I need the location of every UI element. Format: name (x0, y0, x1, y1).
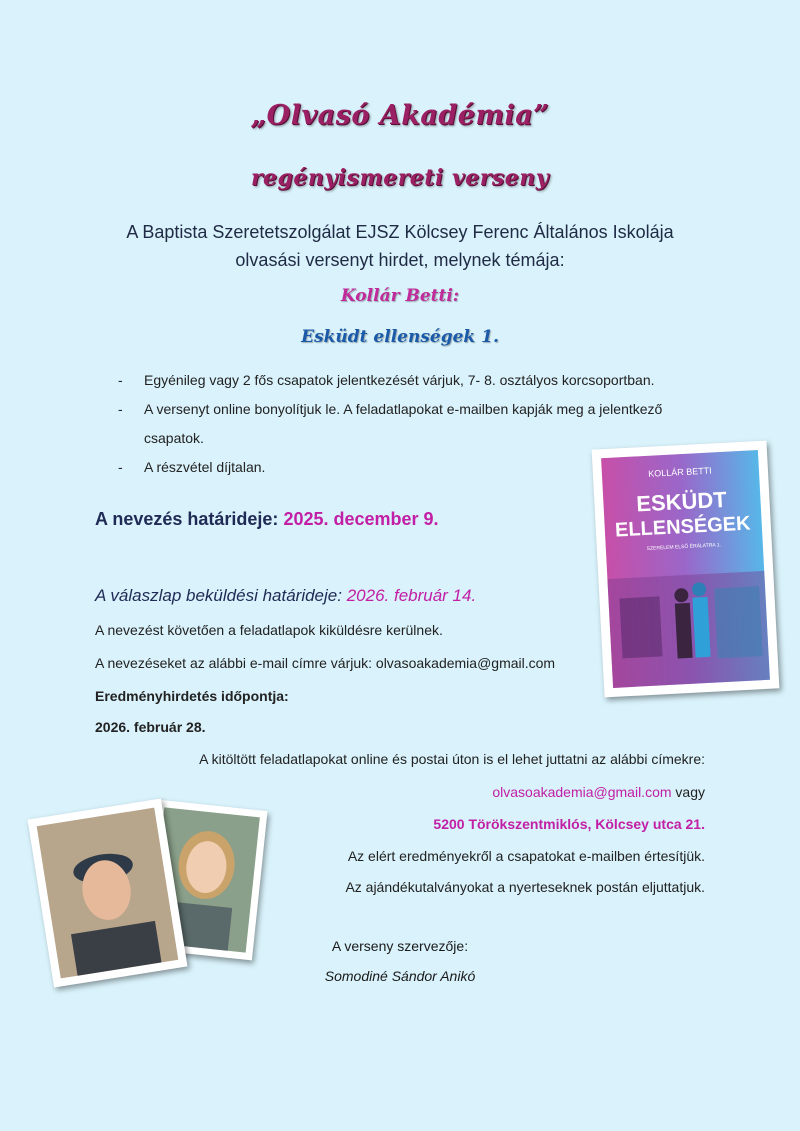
postal-address: 5200 Törökszentmiklós, Kölcsey utca 21. (433, 816, 705, 832)
answer-deadline-date: 2026. február 14. (346, 586, 477, 605)
notify-text: Az elért eredményekről a csapatokat e-mailben értesítjük. (347, 848, 705, 864)
contact-or: vagy (675, 784, 705, 800)
after-entry-text: A nevezést követően a feladatlapok kiküldésre kerülnek. (95, 622, 443, 638)
contact-email-link[interactable]: olvasoakademia@gmail.com (492, 784, 672, 800)
bullet-dash: - (118, 401, 123, 417)
submit-text: A kitöltött feladatlapokat online és postai úton is el lehet juttatni az alábbi címekre: (199, 751, 705, 767)
email-entry-text: A nevezéseket az alábbi e-mail címre várjuk: olvasoakademia@gmail.com (95, 655, 556, 671)
rule-text: A versenyt online bonyolítjuk le. A feladatlapokat e-mailben kapják meg a jelentkező (144, 401, 663, 417)
intro-line-1: A Baptista Szeretetszolgálat EJSZ Kölcsey Ferenc Általános Iskolája (126, 222, 674, 242)
entry-deadline-label: A nevezés határideje: (95, 509, 279, 529)
book-cover-image (592, 441, 780, 698)
rule-text: Egyénileg vagy 2 fős csapatok jelentkezését várjuk, 7- 8. osztályos korcsoportban. (144, 372, 655, 388)
cover-title-2: ELLENSÉGEK (614, 512, 752, 542)
book-author: Kollár Betti: (340, 286, 460, 306)
voucher-text: Az ajándékutalványokat a nyerteseknek postán eljuttatjuk. (345, 879, 705, 895)
cover-title-1: ESKÜDT (635, 486, 728, 517)
poster-subtitle: regényismereti verseny (250, 165, 550, 191)
photo-boy-frame (28, 798, 188, 987)
poster-title: „Olvasó Akadémia” (250, 100, 550, 131)
intro-line-2: olvasási versenyt hirdet, melynek témája: (235, 250, 565, 270)
contact-line (492, 784, 705, 800)
list-item (118, 366, 718, 395)
entry-deadline (95, 509, 439, 530)
results-date: 2026. február 28. (95, 719, 206, 735)
bullet-dash: - (118, 372, 123, 388)
bullet-dash: - (118, 459, 123, 475)
intro-text (0, 218, 800, 274)
list-item (118, 395, 718, 424)
answer-deadline-label: A válaszlap beküldési határideje: (95, 586, 342, 605)
rule-text: csapatok. (144, 430, 204, 446)
book-title: Esküdt ellenségek 1. (301, 327, 499, 347)
organizer-name: Somodiné Sándor Anikó (324, 968, 476, 984)
answer-deadline (95, 586, 476, 606)
cover-subtitle: SZERELEM ELSŐ ÉRÁLATRA 1. (646, 542, 722, 552)
results-label: Eredményhirdetés időpontja: (95, 688, 289, 704)
photo-boy-image (28, 798, 188, 987)
entry-deadline-date: 2025. december 9. (283, 509, 439, 529)
cover-author: KOLLÁR BETTI (647, 465, 712, 479)
rule-text: A részvétel díjtalan. (144, 459, 266, 475)
organizer-label: A verseny szervezője: (331, 938, 469, 954)
book-cover-frame (592, 441, 780, 698)
